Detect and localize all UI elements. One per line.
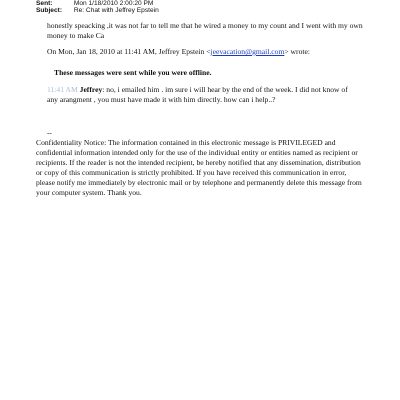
sent-label: Sent:: [36, 0, 53, 7]
quote-suffix: > wrote:: [284, 47, 310, 56]
subject-row: [36, 7, 159, 15]
quote-attribution: [47, 47, 367, 57]
confidentiality-notice: Confidentiality Notice: The information contained in this electronic message is PRIVILEGED and confidential information intended only for the use of the individual entity or entities named as recipient or recipients. If the reader is not the intended recipient, be hereby notified that any dissemination, distribution or copy of this communication is strictly prohibited. If you have received this communication in error, please notify me immediately by electronic mail or by telephone and permanently delete this message from your computer system. Thank you.: [36, 138, 362, 197]
quote-prefix: On Mon, Jan 18, 2010 at 11:41 AM, Jeffrey Epstein <: [47, 47, 211, 56]
chat-message: [47, 85, 359, 105]
message-body: honestly speacking ,it was not far to tell me that he wired a money to my count and I went with my own money to make Ca: [47, 21, 363, 40]
signature-separator: --: [47, 129, 52, 137]
chat-text: : no, i emailed him . im sure i will hear by the end of the week. I did not know of any arangment , you must have made it with him directly. how can i help..?: [47, 85, 348, 104]
offline-notice: These messages were sent while you were offline.: [54, 68, 212, 77]
subject-label: Subject:: [36, 7, 63, 14]
sender-email-link[interactable]: jeevacation@gmail.com: [210, 47, 285, 56]
sent-value: Mon 1/18/2010 2:00:20 PM: [73, 0, 154, 7]
chat-timestamp: 11:41 AM: [47, 85, 78, 94]
chat-sender: Jeffrey: [79, 85, 103, 94]
subject-value: Re: Chat with Jeffrey Epstein: [73, 7, 159, 14]
